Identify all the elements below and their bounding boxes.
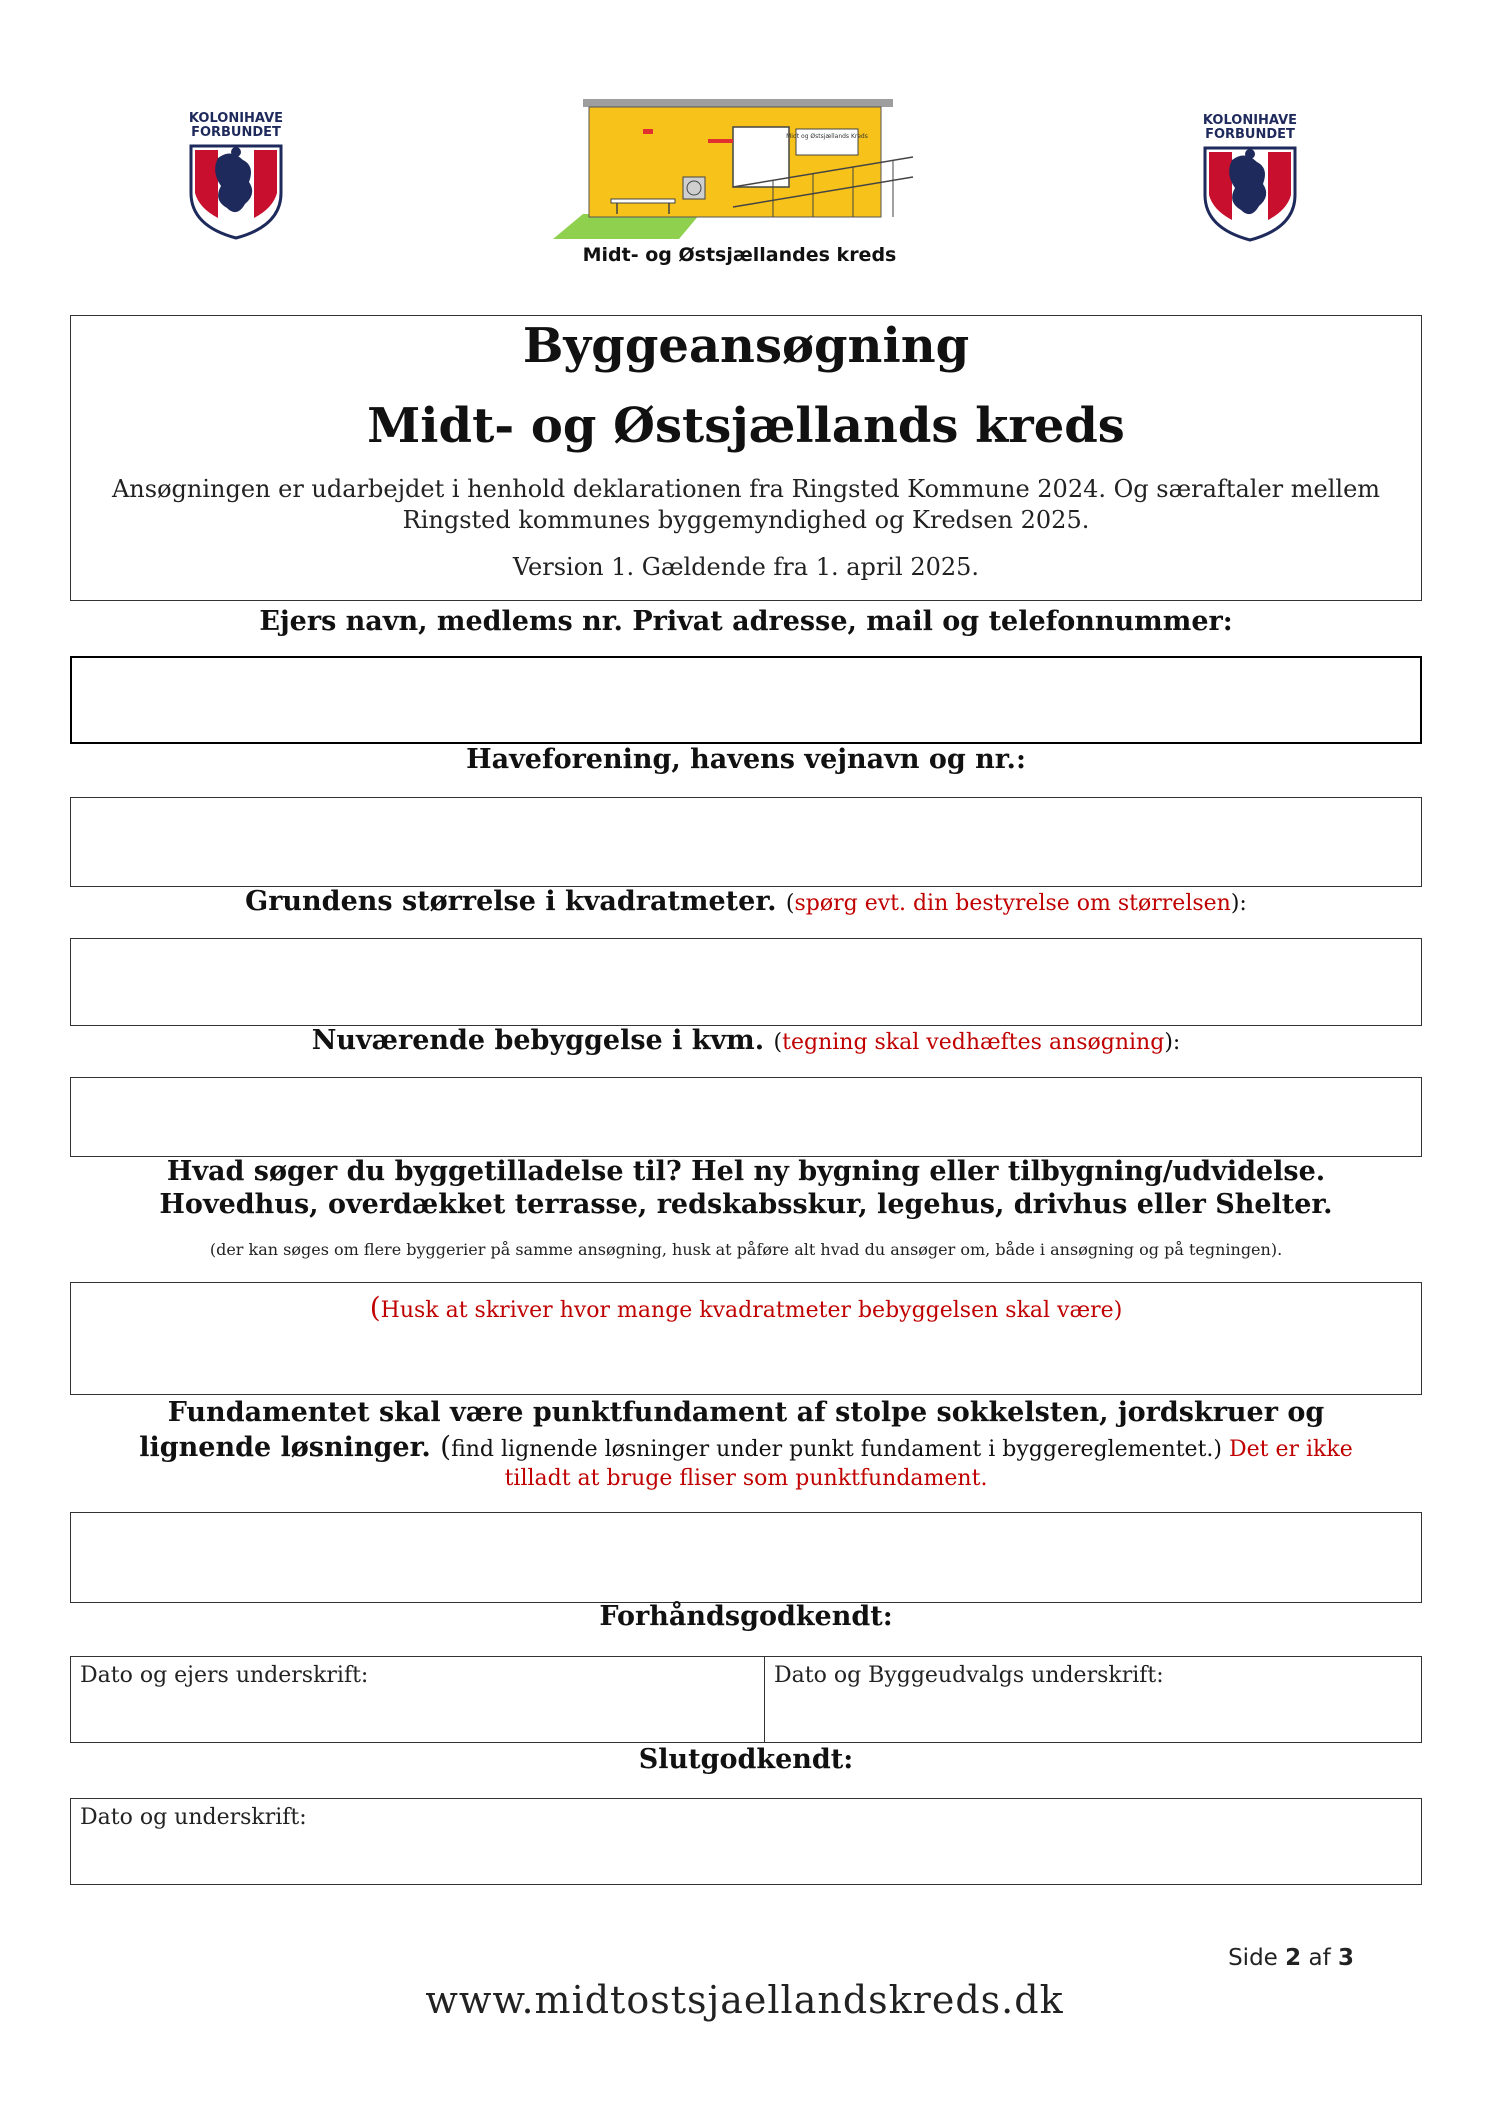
plot-size-label bbox=[70, 885, 1422, 921]
foundation-note: find lignende løsninger under punkt fundament i byggereglementet.) bbox=[451, 1437, 1222, 1462]
page-prefix: Side bbox=[1228, 1945, 1278, 1971]
owner-field[interactable] bbox=[70, 656, 1422, 744]
logo-left-line1: KOLONIHAVE bbox=[188, 111, 284, 126]
page-total: 3 bbox=[1337, 1945, 1354, 1971]
final-signature-label: Dato og underskrift: bbox=[80, 1805, 307, 1830]
page-number bbox=[1228, 1945, 1354, 1971]
foundation-label-text: lignende løsninger. bbox=[139, 1432, 431, 1463]
current-building-note: tegning skal vedhæftes ansøgning bbox=[782, 1030, 1165, 1055]
kolonihave-forbundet-logo-left bbox=[183, 108, 289, 240]
pre-approval-label: Forhåndsgodkendt: bbox=[599, 1601, 893, 1632]
plot-size-note-wrap bbox=[786, 891, 1247, 916]
kreds-building-illustration bbox=[553, 97, 926, 240]
association-label: Haveforening, havens vejnavn og nr.: bbox=[466, 744, 1026, 775]
plot-size-label-text: Grundens størrelse i kvadratmeter. bbox=[245, 886, 777, 917]
owner-label: Ejers navn, medlems nr. Privat adresse, mail og telefonnummer: bbox=[259, 606, 1233, 637]
committee-signature-cell[interactable] bbox=[765, 1657, 1421, 1742]
title-box bbox=[70, 315, 1422, 601]
current-building-note-close: ): bbox=[1164, 1030, 1181, 1055]
plot-size-note: spørg evt. din bestyrelse om størrelsen bbox=[794, 891, 1231, 916]
logo-right-line2: FORBUNDET bbox=[1205, 127, 1295, 142]
foundation-field[interactable] bbox=[70, 1512, 1422, 1603]
page-title: Byggeansøgning bbox=[522, 318, 970, 374]
page-subtitle: Midt- og Østsjællands kreds bbox=[367, 398, 1125, 454]
final-approval-table bbox=[70, 1798, 1422, 1885]
kreds-caption: Midt- og Østsjællandes kreds bbox=[582, 244, 897, 266]
plot-size-note-open: ( bbox=[785, 891, 795, 916]
logo-right-line1: KOLONIHAVE bbox=[1202, 113, 1298, 128]
foundation-note-open: ( bbox=[440, 1430, 452, 1463]
purpose-small-note: (der kan søges om flere byggerier på samme ansøgning, husk at påføre alt hvad du ansøger om, både i ansøgning og på tegningen). bbox=[209, 1240, 1283, 1259]
current-building-label-text: Nuværende bebyggelse i kvm. bbox=[311, 1025, 765, 1056]
foundation-red-2: tilladt at bruge fliser som punktfundament. bbox=[504, 1466, 988, 1491]
purpose-label-line1: Hvad søger du byggetilladelse til? Hel ny bygning eller tilbygning/udvidelse. bbox=[166, 1156, 1326, 1187]
final-signature-cell[interactable] bbox=[71, 1799, 1421, 1884]
page-current: 2 bbox=[1285, 1945, 1302, 1971]
purpose-label-line2: Hovedhus, overdækket terrasse, redskabsskur, legehus, drivhus eller Shelter. bbox=[159, 1189, 1333, 1220]
foundation-label-line2 bbox=[70, 1430, 1422, 1467]
purpose-field[interactable] bbox=[70, 1282, 1422, 1395]
current-building-label bbox=[70, 1024, 1422, 1060]
purpose-hint-paren: ( bbox=[369, 1291, 381, 1324]
building-sign-text: Midt og Østsjællands Kreds bbox=[786, 133, 868, 140]
owner-signature-cell[interactable] bbox=[71, 1657, 765, 1742]
pre-approval-table bbox=[70, 1656, 1422, 1743]
purpose-hint-text: Husk at skriver hvor mange kvadratmeter bebyggelsen skal være) bbox=[380, 1298, 1123, 1323]
current-building-note-open: ( bbox=[773, 1030, 783, 1055]
committee-signature-label: Dato og Byggeudvalgs underskrift: bbox=[774, 1663, 1164, 1688]
association-field[interactable] bbox=[70, 797, 1422, 887]
website-url[interactable]: www.midtostsjaellandskreds.dk bbox=[425, 1978, 1064, 2022]
intro-text: Ansøgningen er udarbejdet i henhold deklarationen fra Ringsted Kommune 2024. Og særaftaler mellem Ringsted kommunes byggemyndighed og Kredsen 2025. bbox=[111, 475, 1381, 534]
version-text: Version 1. Gældende fra 1. april 2025. bbox=[512, 553, 980, 581]
current-building-note-wrap bbox=[774, 1030, 1181, 1055]
foundation-note-wrap bbox=[440, 1430, 1353, 1463]
current-building-field[interactable] bbox=[70, 1077, 1422, 1157]
final-approval-label: Slutgodkendt: bbox=[638, 1744, 854, 1775]
plot-size-note-close: ): bbox=[1230, 891, 1247, 916]
plot-size-field[interactable] bbox=[70, 938, 1422, 1026]
owner-signature-label: Dato og ejers underskrift: bbox=[80, 1663, 369, 1688]
purpose-hint bbox=[71, 1291, 1421, 1324]
page-separator: af bbox=[1308, 1945, 1331, 1971]
foundation-red-1: Det er ikke bbox=[1229, 1437, 1353, 1462]
logo-left-line2: FORBUNDET bbox=[191, 125, 281, 140]
kolonihave-forbundet-logo-right bbox=[1197, 110, 1303, 242]
foundation-label-line1: Fundamentet skal være punktfundament af stolpe sokkelsten, jordskruer og bbox=[167, 1397, 1325, 1428]
